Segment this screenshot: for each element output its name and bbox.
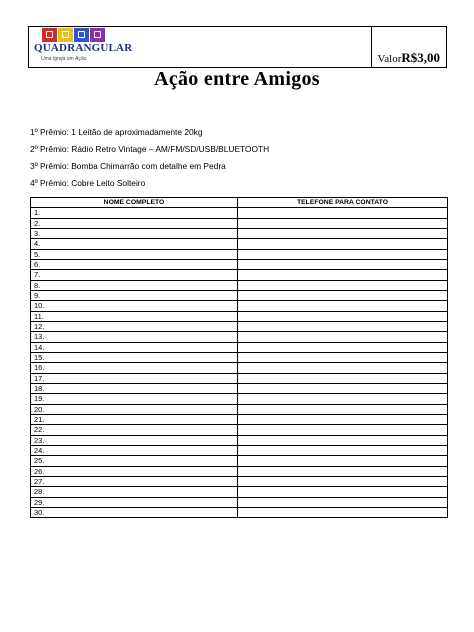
phone-cell[interactable] <box>238 311 448 321</box>
phone-cell[interactable] <box>238 249 448 259</box>
name-cell[interactable]: 18. <box>31 383 238 393</box>
name-cell[interactable]: 16. <box>31 363 238 373</box>
table-row <box>31 414 448 424</box>
phone-cell[interactable] <box>238 435 448 445</box>
name-cell[interactable]: 10. <box>31 301 238 311</box>
name-cell[interactable]: 20. <box>31 404 238 414</box>
value-label: Valor <box>377 53 402 65</box>
phone-cell[interactable] <box>238 383 448 393</box>
column-header-phone: TELEFONE PARA CONTATO <box>238 198 448 208</box>
table-row <box>31 342 448 352</box>
header-box <box>28 26 447 68</box>
phone-cell[interactable] <box>238 290 448 300</box>
name-cell[interactable]: 4. <box>31 239 238 249</box>
phone-cell[interactable] <box>238 218 448 228</box>
table-row <box>31 352 448 362</box>
logo-symbol-icon <box>78 31 85 38</box>
table-row <box>31 270 448 280</box>
phone-cell[interactable] <box>238 476 448 486</box>
name-cell[interactable]: 28. <box>31 487 238 497</box>
table-row <box>31 497 448 507</box>
logo-symbol-icon <box>94 31 101 38</box>
table-row <box>31 456 448 466</box>
value-amount: R$3,00 <box>401 50 440 65</box>
phone-cell[interactable] <box>238 456 448 466</box>
participants-table <box>30 197 448 518</box>
table-row <box>31 311 448 321</box>
table-row <box>31 404 448 414</box>
phone-cell[interactable] <box>238 404 448 414</box>
name-cell[interactable]: 17. <box>31 373 238 383</box>
table-row <box>31 383 448 393</box>
column-header-name: NOME COMPLETO <box>31 198 238 208</box>
name-cell[interactable]: 15. <box>31 352 238 362</box>
name-cell[interactable]: 6. <box>31 259 238 269</box>
value-text <box>378 50 440 66</box>
phone-cell[interactable] <box>238 239 448 249</box>
table-row <box>31 363 448 373</box>
table-row <box>31 487 448 497</box>
name-cell[interactable]: 21. <box>31 414 238 424</box>
table-row <box>31 239 448 249</box>
phone-cell[interactable] <box>238 342 448 352</box>
name-cell[interactable]: 12. <box>31 321 238 331</box>
name-cell[interactable]: 29. <box>31 497 238 507</box>
name-cell[interactable]: 1. <box>31 208 238 218</box>
table-row <box>31 507 448 517</box>
phone-cell[interactable] <box>238 414 448 424</box>
phone-cell[interactable] <box>238 301 448 311</box>
logo-square <box>58 28 73 42</box>
logo-square <box>42 28 57 42</box>
table-row <box>31 249 448 259</box>
phone-cell[interactable] <box>238 228 448 238</box>
name-cell[interactable]: 5. <box>31 249 238 259</box>
logo-tagline: Uma Igreja em Ação <box>41 56 87 62</box>
logo-square <box>90 28 105 42</box>
table-row <box>31 445 448 455</box>
table-row <box>31 321 448 331</box>
table-header-row <box>31 198 448 208</box>
name-cell[interactable]: 7. <box>31 270 238 280</box>
phone-cell[interactable] <box>238 373 448 383</box>
phone-cell[interactable] <box>238 280 448 290</box>
logo-symbol-icon <box>62 31 69 38</box>
phone-cell[interactable] <box>238 352 448 362</box>
table-row <box>31 394 448 404</box>
logo-square <box>74 28 89 42</box>
table-row <box>31 228 448 238</box>
quadrangular-logo <box>34 28 133 66</box>
name-cell[interactable]: 9. <box>31 290 238 300</box>
phone-cell[interactable] <box>238 394 448 404</box>
phone-cell[interactable] <box>238 259 448 269</box>
phone-cell[interactable] <box>238 321 448 331</box>
name-cell[interactable]: 24. <box>31 445 238 455</box>
name-cell[interactable]: 25. <box>31 456 238 466</box>
name-cell[interactable]: 26. <box>31 466 238 476</box>
phone-cell[interactable] <box>238 425 448 435</box>
phone-cell[interactable] <box>238 332 448 342</box>
name-cell[interactable]: 11. <box>31 311 238 321</box>
table-row <box>31 218 448 228</box>
name-cell[interactable]: 19. <box>31 394 238 404</box>
name-cell[interactable]: 23. <box>31 435 238 445</box>
table-row <box>31 435 448 445</box>
table-row <box>31 476 448 486</box>
name-cell[interactable]: 22. <box>31 425 238 435</box>
name-cell[interactable]: 14. <box>31 342 238 352</box>
prize-item: 3º Prêmio: Bomba Chimarrão com detalhe em Pedra <box>30 161 226 171</box>
table-row <box>31 280 448 290</box>
prize-item: 2º Prêmio: Rádio Retro Vintage – AM/FM/SD/USB/BLUETOOTH <box>30 144 270 154</box>
table-body <box>31 208 448 518</box>
prize-item: 4º Prêmio: Cobre Leito Solteiro <box>30 178 146 188</box>
table-row <box>31 466 448 476</box>
name-cell[interactable]: 8. <box>31 280 238 290</box>
phone-cell[interactable] <box>238 497 448 507</box>
name-cell[interactable]: 2. <box>31 218 238 228</box>
table-row <box>31 373 448 383</box>
phone-cell[interactable] <box>238 507 448 517</box>
page-title: Ação entre Amigos <box>154 68 320 90</box>
name-cell[interactable]: 13. <box>31 332 238 342</box>
table-row <box>31 301 448 311</box>
prize-list <box>30 127 269 195</box>
value-box <box>371 27 446 67</box>
table-row <box>31 208 448 218</box>
table-row <box>31 259 448 269</box>
phone-cell[interactable] <box>238 466 448 476</box>
logo-name: QUADRANGULAR <box>34 42 133 54</box>
phone-cell[interactable] <box>238 363 448 373</box>
phone-cell[interactable] <box>238 487 448 497</box>
logo-color-squares <box>42 28 105 42</box>
name-cell[interactable]: 30. <box>31 507 238 517</box>
logo-symbol-icon <box>46 31 53 38</box>
phone-cell[interactable] <box>238 270 448 280</box>
table-row <box>31 290 448 300</box>
name-cell[interactable]: 27. <box>31 476 238 486</box>
phone-cell[interactable] <box>238 208 448 218</box>
table-row <box>31 425 448 435</box>
table-row <box>31 332 448 342</box>
prize-item: 1º Prêmio: 1 Leitão de aproximadamente 20kg <box>30 127 203 137</box>
name-cell[interactable]: 3. <box>31 228 238 238</box>
phone-cell[interactable] <box>238 445 448 455</box>
